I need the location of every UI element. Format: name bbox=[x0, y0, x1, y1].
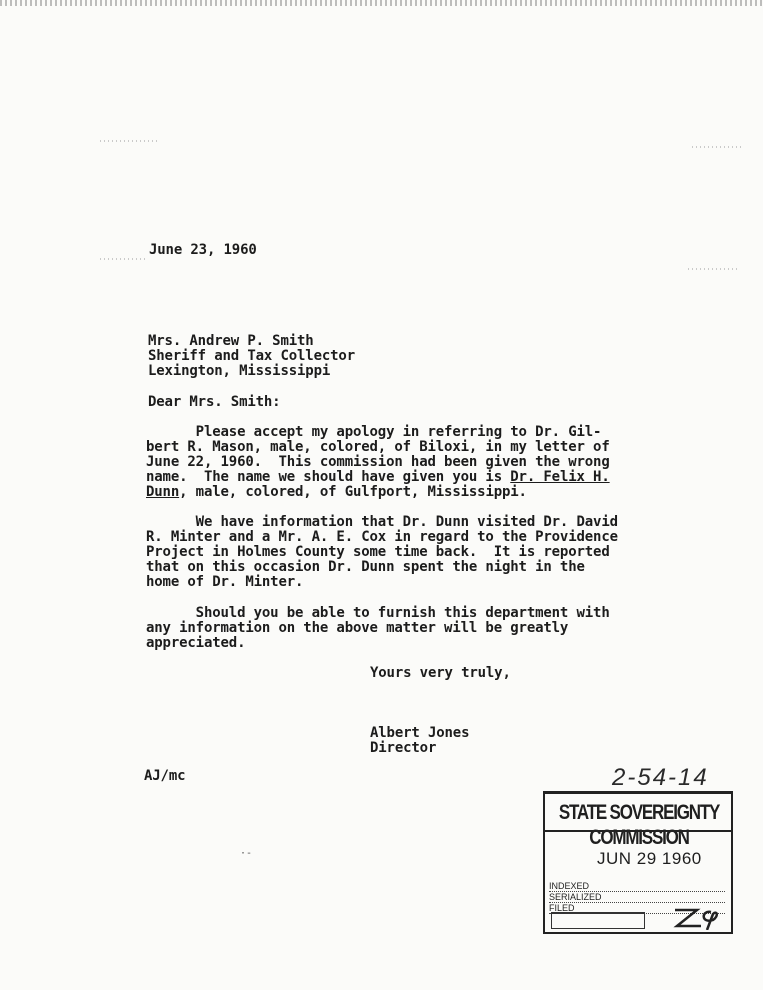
typist-initials: AJ/mc bbox=[144, 768, 186, 784]
paragraph-line: We have information that Dr. Dunn visited Dr. David bbox=[146, 514, 618, 530]
paragraph-line: any information on the above matter will be greatly bbox=[146, 620, 569, 636]
signer-name: Albert Jones bbox=[370, 725, 470, 741]
stamp-field-filed: FILED bbox=[549, 903, 725, 914]
paragraph-3 bbox=[146, 606, 610, 651]
paragraph-line: June 22, 1960. This commission had been given the wrong bbox=[146, 454, 610, 470]
paragraph-line: home of Dr. Minter. bbox=[146, 574, 304, 590]
scan-speck bbox=[688, 268, 738, 270]
paragraph-line-text: name. The name we should have given you is bbox=[146, 469, 511, 485]
signature-block bbox=[370, 726, 469, 756]
recipient-address bbox=[148, 334, 355, 379]
paragraph-line: appreciated. bbox=[146, 635, 246, 651]
paragraph-line: Project in Holmes County some time back. It is reported bbox=[146, 544, 610, 560]
recipient-name: Mrs. Andrew P. Smith bbox=[148, 333, 314, 349]
stamp-divider bbox=[545, 830, 731, 832]
stamp-title: STATE SOVEREIGNTY COMMISSION bbox=[558, 800, 720, 849]
stamp-box bbox=[551, 912, 645, 929]
signer-title: Director bbox=[370, 740, 437, 756]
paragraph-1 bbox=[146, 425, 610, 500]
stamp-field-indexed: INDEXED bbox=[549, 881, 725, 892]
commission-stamp bbox=[543, 791, 733, 934]
letter-date: June 23, 1960 bbox=[149, 242, 257, 258]
underlined-name-cont: Dunn bbox=[146, 484, 180, 500]
recipient-location: Lexington, Mississippi bbox=[148, 363, 331, 379]
salutation: Dear Mrs. Smith: bbox=[148, 394, 281, 410]
scan-edge bbox=[0, 0, 763, 6]
paragraph-2 bbox=[146, 515, 618, 590]
handwritten-initials-icon bbox=[671, 904, 727, 930]
recipient-title: Sheriff and Tax Collector bbox=[148, 348, 355, 364]
paragraph-line: Should you be able to furnish this department with bbox=[146, 605, 610, 621]
paragraph-line: Please accept my apology in referring to Dr. Gil- bbox=[146, 424, 602, 440]
closing: Yours very truly, bbox=[370, 665, 511, 681]
paragraph-line bbox=[146, 470, 610, 485]
scan-mark: ·- bbox=[240, 848, 253, 859]
paragraph-line bbox=[146, 485, 610, 500]
scan-speck bbox=[100, 140, 160, 142]
scan-speck bbox=[100, 258, 145, 260]
paragraph-line: R. Minter and a Mr. A. E. Cox in regard to the Providence bbox=[146, 529, 618, 545]
stamp-date: JUN 29 1960 bbox=[597, 849, 702, 868]
paragraph-line: that on this occasion Dr. Dunn spent the night in the bbox=[146, 559, 585, 575]
paragraph-line: bert R. Mason, male, colored, of Biloxi, in my letter of bbox=[146, 439, 610, 455]
stamp-field-serialized: SERIALIZED bbox=[549, 892, 725, 903]
file-number: 2-54-14 bbox=[612, 764, 709, 791]
underlined-name: Dr. Felix H. bbox=[510, 469, 610, 485]
paragraph-line-tail: , male, colored, of Gulfport, Mississippi. bbox=[179, 484, 527, 500]
scan-speck bbox=[692, 146, 742, 148]
